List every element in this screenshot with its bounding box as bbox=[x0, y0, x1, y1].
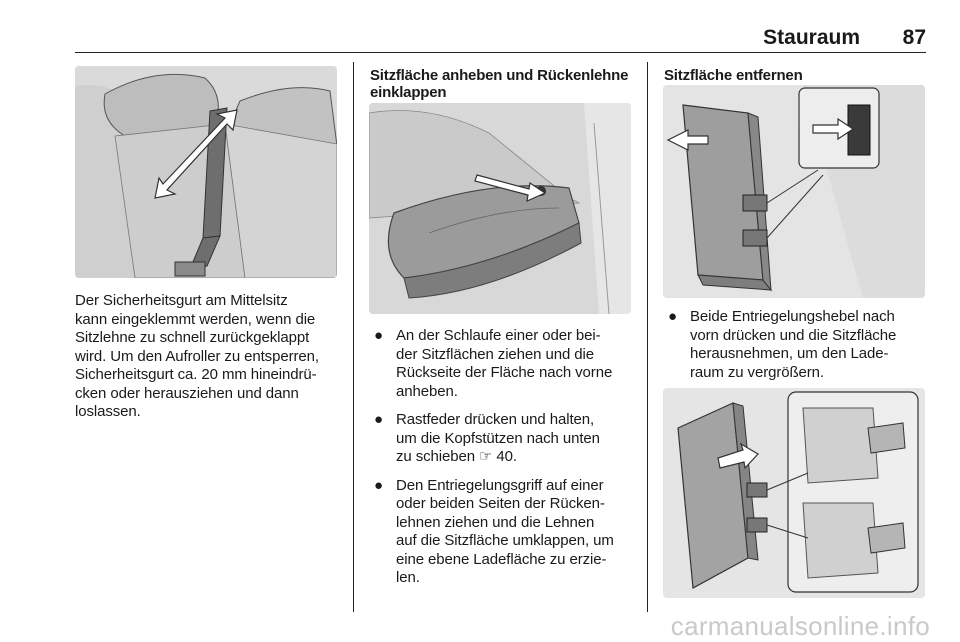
text-line: Beide Entriegelungshebel nach bbox=[690, 308, 895, 325]
bullet-dot: ● bbox=[374, 476, 383, 494]
bullet-dot: ● bbox=[668, 308, 677, 325]
heading-lift-seat bbox=[370, 67, 635, 101]
text-line: herausnehmen, um den Lade- bbox=[690, 345, 889, 362]
text-line: Rückseite der Fläche nach vorne bbox=[396, 364, 613, 381]
text-line: Der Sicherheitsgurt am Mittelsitz bbox=[75, 292, 288, 309]
text-line: loslassen. bbox=[75, 403, 141, 420]
column-divider-1 bbox=[353, 62, 354, 612]
column-divider-2 bbox=[647, 62, 648, 612]
bullet-dot: ● bbox=[374, 327, 383, 344]
text-line: auf die Sitzfläche umklappen, um bbox=[396, 532, 614, 549]
text-line: Sitzlehne zu schnell zurückgeklappt bbox=[75, 329, 310, 346]
text-line: Rastfeder drücken und halten, bbox=[396, 411, 595, 428]
heading-line: einklappen bbox=[370, 84, 447, 101]
heading-line: Sitzfläche anheben und Rückenlehne bbox=[370, 67, 629, 84]
watermark: carmanualsonline.info bbox=[670, 611, 930, 641]
figure-seat-removal-detail bbox=[663, 388, 925, 598]
text-line: der Sitzflächen ziehen und die bbox=[396, 345, 594, 363]
text-line: lehnen ziehen und die Lehnen bbox=[396, 513, 595, 531]
text-line: anheben. bbox=[396, 382, 458, 400]
list-item bbox=[370, 477, 640, 588]
bullet-list-lift-seat bbox=[370, 327, 640, 598]
list-item bbox=[370, 327, 640, 401]
list-item bbox=[664, 308, 926, 382]
text-line: oder beiden Seiten der Rücken- bbox=[396, 495, 605, 512]
page-header bbox=[75, 26, 926, 48]
text-line: vorn drücken und die Sitzfläche bbox=[690, 326, 897, 344]
text-line: um die Kopfstützen nach unten bbox=[396, 429, 600, 447]
text-line: Den Entriegelungsgriff auf einer bbox=[396, 476, 604, 494]
text-line: kann eingeklemmt werden, wenn die bbox=[75, 310, 316, 328]
figure-seatbelt-center bbox=[75, 66, 337, 278]
bullet-dot: ● bbox=[374, 411, 383, 428]
text-line: cken oder herausziehen und dann bbox=[75, 384, 299, 402]
text-line: Sicherheitsgurt ca. 20 mm hineindrü- bbox=[75, 366, 317, 383]
text-line: len. bbox=[396, 569, 420, 586]
bullet-list-remove-seat bbox=[664, 308, 926, 392]
page-number: 87 bbox=[902, 26, 926, 49]
paragraph-seatbelt bbox=[75, 292, 347, 422]
heading-line: Sitzfläche entfernen bbox=[664, 67, 803, 84]
text-line: zu schieben ☞ 40. bbox=[396, 448, 517, 465]
header-rule bbox=[75, 52, 926, 53]
list-item bbox=[370, 411, 640, 467]
text-line: wird. Um den Aufroller zu entsperren, bbox=[75, 347, 319, 365]
text-line: An der Schlaufe einer oder bei- bbox=[396, 327, 601, 344]
text-line: raum zu vergrößern. bbox=[690, 363, 824, 381]
figure-seat-removal bbox=[663, 85, 925, 298]
section-title: Stauraum bbox=[763, 26, 860, 49]
text-line: eine ebene Ladefläche zu erzie- bbox=[396, 550, 607, 568]
heading-remove-seat bbox=[664, 67, 924, 84]
figure-seat-cushion-lift bbox=[369, 103, 631, 314]
